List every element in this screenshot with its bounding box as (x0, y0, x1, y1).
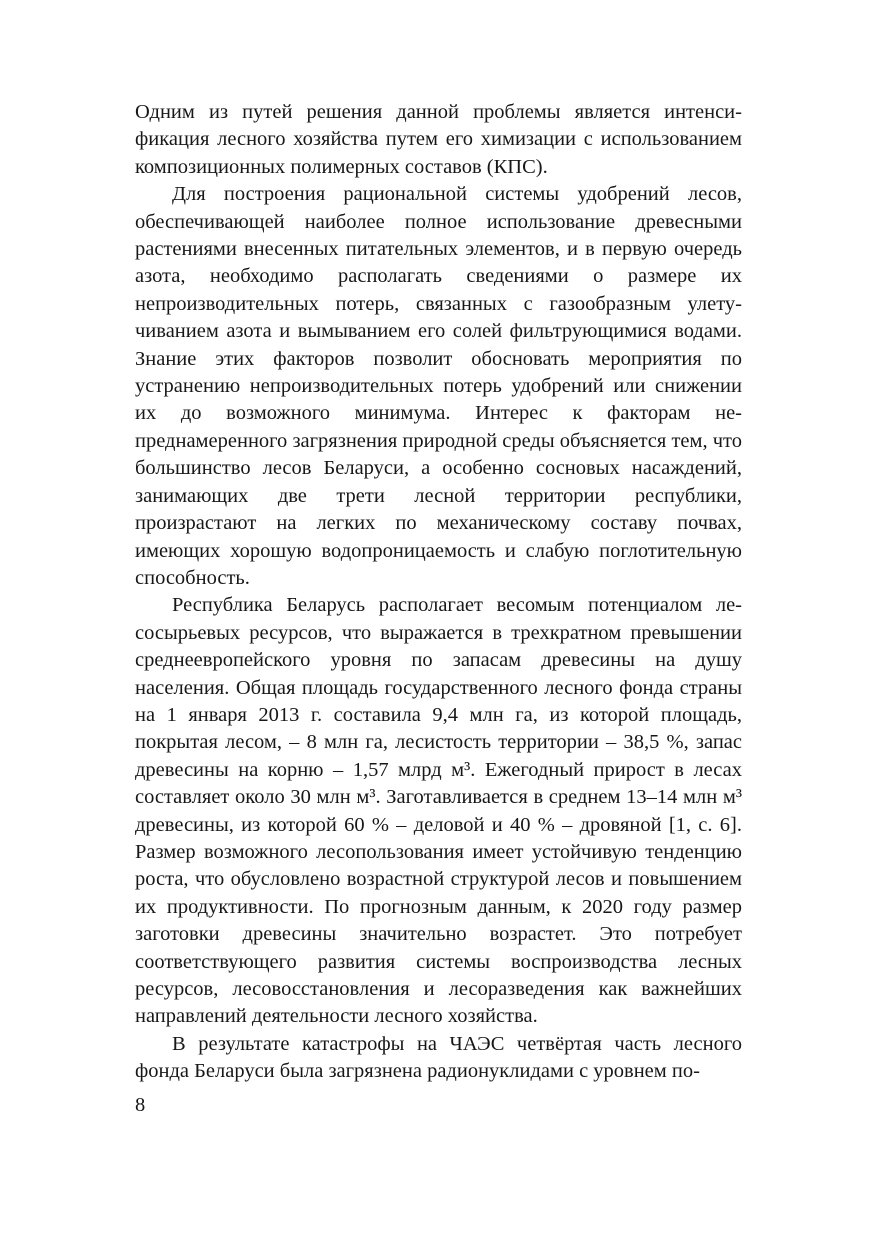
paragraph-2: Для построения рациональной системы удобрений лесов, обеспечивающей наиболее полное использование древесными растениями внесенных питательных элементов, и в первую очередь азота, необходимо располагать сведениями о размере их непроизводительных потерь, связанных с газообразным улетучиванием азота и вымыванием его солей фильтрующимися водами. Знание этих факторов позволит обосновать мероприятия по устранению непроизводительных потерь удобрений или снижении их до возможного минимума. Интерес к факторам непреднамеренного загрязнения природной среды объясняется тем, что большинство лесов Беларуси, а особенно сосновых насаждений, занимающих две трети лесной территории республики, произрастают на легких по механическому составу почвах, имеющих хорошую водопроницаемость и слабую поглотительную способность. (135, 183, 742, 589)
paragraph-1: Одним из путей решения данной проблемы является интенсификация лесного хозяйства путем его химизации с использованием композиционных полимерных составов (КПС). (135, 101, 742, 178)
paragraph-4: В результате катастрофы на ЧАЭС четвёртая часть лесного фонда Беларуси была загрязнена радионуклидами с уровнем по- (135, 1032, 742, 1083)
body-text (135, 99, 742, 1086)
page-number: 8 (135, 1094, 146, 1116)
paragraph-3: Республика Беларусь располагает весомым потенциалом лесосырьевых ресурсов, что выражается в трехкратном превышении среднеевропейского уровня по запасам древесины на душу населения. Общая площадь государственного лесного фонда страны на 1 января 2013 г. составила 9,4 млн га, из которой площадь, покрытая лесом, – 8 млн га, лесистость территории – 38,5 %, запас древесины на корню – 1,57 млрд м³. Ежегодный прирост в лесах составляет около 30 млн м³. Заготавливается в среднем 13–14 млн м³ древесины, из которой 60 % – деловой и 40 % – дровяной [1, с. 6]. Размер возможного лесопользования имеет устойчивую тенденцию роста, что обусловлено возрастной структурой лесов и повышением их продуктивности. По прогнозным данным, к 2020 году размер заготовки древесины значительно возрастет. Это потребует соответствующего развития системы воспроизводства лесных ресурсов, лесовосстановления и лесоразведения как важнейших направлений деятельности лесного хозяйства. (135, 594, 742, 1028)
